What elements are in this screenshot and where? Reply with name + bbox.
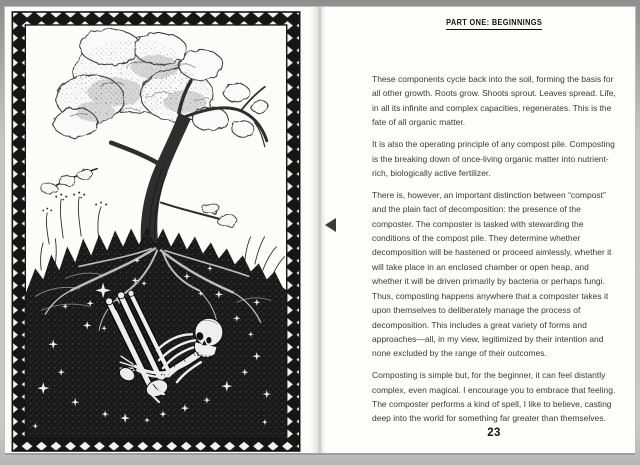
- paragraph: These components cycle back into the soil, forming the basis for all other growth. Roots grow. Shoots sprout. Leaves spread. Life, in all its infinite and complex capacities, regenerates. This is the fate of all organic matter.: [372, 74, 616, 128]
- right-page: [325, 7, 635, 453]
- page-marker-triangle: [325, 218, 336, 232]
- tree-skeleton-illustration: [5, 7, 319, 453]
- book-spread: [5, 7, 635, 455]
- page-number: 23: [487, 427, 501, 439]
- paragraph: Composting is simple but, for the beginner, it can feel distantly complex, even magical. I encourage you to embrace that feeling. The composter performs a kind of spell, I like to believe, casting deep into the world for something far greater than themselves.: [372, 370, 616, 424]
- paragraph: It is also the operating principle of any compost pile. Composting is the breaking down of once-living organic matter into nutrient-rich, biologically active fertilizer.: [372, 139, 615, 178]
- running-header-text: PART ONE: BEGINNINGS: [446, 18, 542, 30]
- left-page: [5, 7, 319, 453]
- paragraph: There is, however, an important distinction between “compost” and the plain fact of decomposition: the presence of the composter. The composter is tasked with stewarding the conditions of the compost pile. They determine whether decomposition will be hastened or proceed aimlessly, whether it will take place in an enclosed chamber or open heap, and whether it will be driven primarily by bacteria or perhaps fungi. Thus, composting happens anywhere that a composter takes it upon themselves to deliberately manage the process of decomposition. This includes a great variety of forms and approaches—all, in my view, legitimized by their intention and none excluded by the range of their outcomes.: [372, 189, 612, 359]
- running-header: [372, 12, 616, 30]
- body-text-column: [372, 72, 616, 433]
